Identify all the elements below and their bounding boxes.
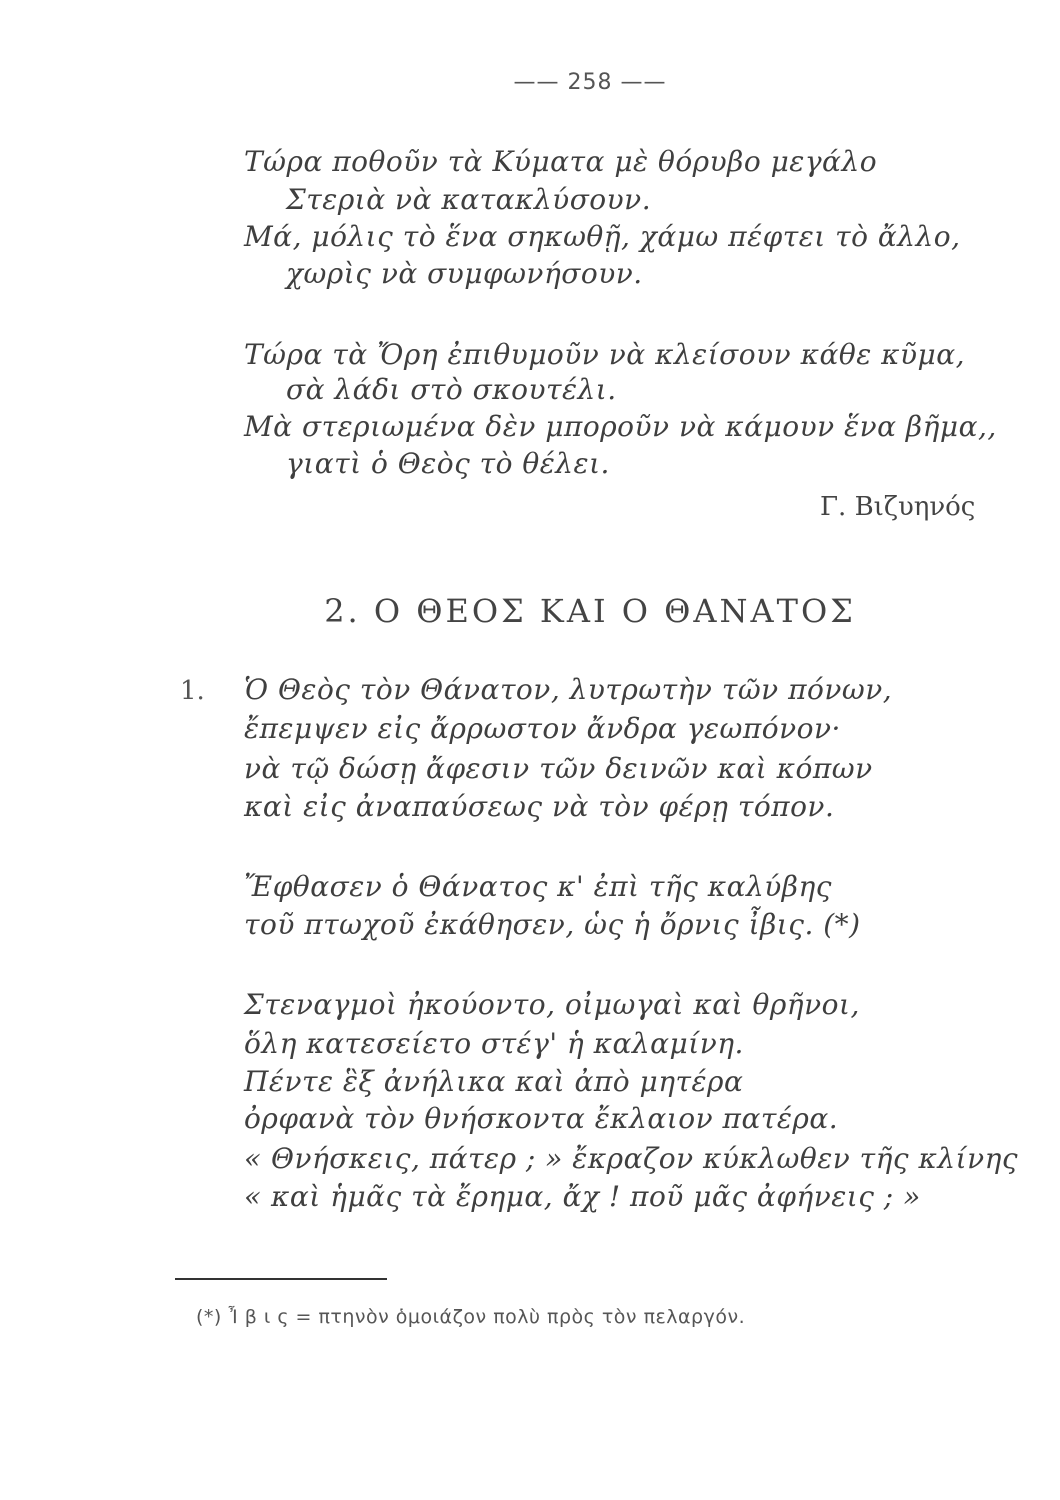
poem-line: ὀρφανὰ τὸν θνήσκοντα ἔκλαιον πατέρα. — [244, 1102, 839, 1135]
poem-line: ὅλη κατεσείετο στέγ' ἡ καλαμίνη. — [244, 1027, 744, 1060]
poem-line: Ὁ Θεὸς τὸν Θάνατον, λυτρωτὴν τῶν πόνων, — [244, 673, 893, 706]
poem-line: « Θνήσκεις, πάτερ ; » ἔκραζον κύκλωθεν τῆς κλίνης — [244, 1142, 1019, 1175]
poem-line: Στεριὰ νὰ κατακλύσουν. — [286, 183, 652, 216]
section-title: 2. Ο ΘΕΟΣ ΚΑΙ Ο ΘΑΝΑΤΟΣ — [324, 592, 856, 630]
poem-line: Μά, μόλις τὸ ἕνα σηκωθῇ, χάμω πέφτει τὸ ἄλλο, — [244, 220, 961, 253]
poem-line: Τώρα ποθοῦν τὰ Κύματα μὲ θόρυβο μεγάλο — [244, 145, 878, 178]
footnote-rule — [175, 1278, 387, 1280]
poem-line: Πέντε ἓξ ἀνήλικα καὶ ἀπὸ μητέρα — [244, 1065, 744, 1098]
poem-line: ἔπεμψεν εἰς ἄρρωστον ἄνδρα γεωπόνον· — [244, 712, 841, 745]
author-signature: Γ. Βιζυηνός — [820, 492, 976, 522]
poem-line: γιατὶ ὁ Θεὸς τὸ θέλει. — [286, 447, 610, 480]
poem-line: « καὶ ἡμᾶς τὰ ἔρημα, ἄχ ! ποῦ μᾶς ἀφήνεις ; » — [244, 1180, 921, 1213]
poem-line: Τώρα τὰ Ὄρη ἐπιθυμοῦν νὰ κλείσουν κάθε κῦμα, — [244, 338, 966, 371]
poem-line: καὶ εἰς ἀναπαύσεως νὰ τὸν φέρῃ τόπον. — [244, 790, 835, 823]
poem-line: χωρὶς νὰ συμφωνήσουν. — [286, 257, 643, 290]
poem-line: Μὰ στεριωμένα δὲν μποροῦν νὰ κάμουν ἕνα βῆμα,, — [244, 410, 997, 443]
page-number: —— 258 —— — [513, 70, 667, 95]
poem-line: τοῦ πτωχοῦ ἐκάθησεν, ὡς ἡ ὄρνις ἶβις. (*) — [244, 908, 861, 941]
stanza-number: 1. — [180, 676, 205, 706]
poem-line: Στεναγμοὶ ἠκούοντο, οἰμωγαὶ καὶ θρῆνοι, — [244, 988, 860, 1021]
poem-line: νὰ τῷ δώσῃ ἄφεσιν τῶν δεινῶν καὶ κόπων — [244, 752, 873, 785]
footnote: (*) Ἶ β ι ς = πτηνὸν ὁμοιάζον πολὺ πρὸς τὸν πελαργόν. — [196, 1306, 746, 1328]
poem-line: σὰ λάδι στὸ σκουτέλι. — [286, 373, 617, 406]
poem-line: Ἔφθασεν ὁ Θάνατος κ' ἐπὶ τῆς καλύβης — [244, 870, 832, 903]
